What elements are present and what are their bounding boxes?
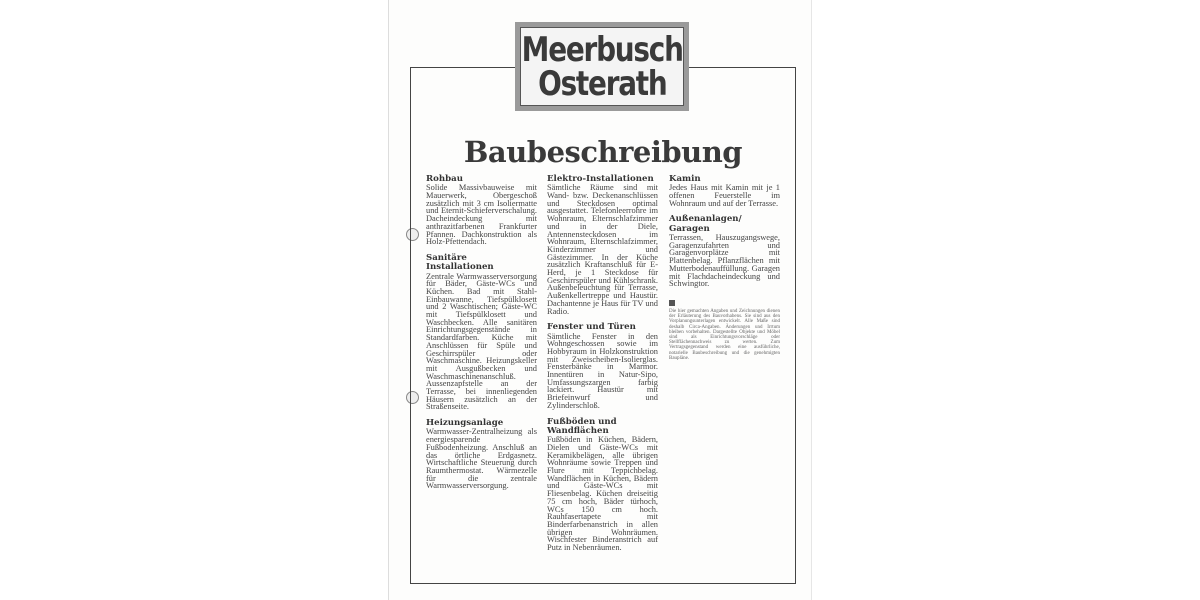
section-heading: Kamin (669, 174, 701, 184)
logo-line-2: Osterath (537, 63, 667, 104)
disclaimer (669, 300, 780, 361)
section-text: Sämtliche Fenster in den Wohngeschossen sowie im Hobbyraum in Holzkonstruktion mit Zweischeiben-Isolierglas. Fensterbänke in Marmor. Innentüren in Natur-Sipo, Umfassungszargen farbig lackiert. Haustür mit Briefeinwurf und Zylinderschloß. (547, 331, 658, 410)
section-text: Solide Massivbauweise mit Mauerwerk, Obergeschoß zusätzlich mit 3 cm Isoliermatte und Eternit-Schieferverschalung. Dacheindeckung mit anthrazitfarbenen Frankfurter Pfannen. Dachkonstruktion als Holz-Pfettendach. (426, 183, 537, 247)
section-text: Jedes Haus mit Kamin mit je 1 offenen Feuerstelle im Wohnraum und auf der Terrasse. (669, 183, 780, 208)
column-1 (426, 175, 537, 498)
section-heading: Sanitäre Installationen (426, 252, 494, 273)
section-heading: Heizungsanlage (426, 418, 504, 429)
square-bullet-icon (669, 300, 675, 306)
section-text: Fußböden in Küchen, Bädern, Dielen und Gäste-WCs mit Keramikbelägen, alle übrigen Wohnräume sowie Treppen und Flure mit Teppichbelag. Wandflächen in Küchen, Bädern und Gäste-WCs mit Fliesenbelag. Küchen dreiseitig 75 cm hoch, Bäder türhoch, WCs 150 cm hoch. Rauhfasertapete mit Binderfarbenanstrich in allen übrigen Wohnräumen. Wischfester Binderanstrich auf Putz in Nebenräumen. (547, 435, 658, 553)
section-heading: Rohbau (426, 174, 463, 184)
section-text: Warmwasser-Zentralheizung als energiesparende Fußbodenheizung. Anschluß an das örtliche Erdgasnetz. Wirtschaftliche Steuerung durch Raumthermostat. Wärmezelle für die zentrale Warmwasserversorgung. (426, 427, 537, 491)
logo-line-1: Meerbusch (521, 29, 683, 70)
section-text: Terrassen, Hauszugangswege, Garagenzufahrten und Garagenvorplätze mit Plattenbelag. Pflanzflächen mit Mutterbodenauffüllung. Garagen mit Flachdacheindeckung und Schwingtor. (669, 233, 780, 289)
column-3 (669, 175, 780, 369)
disclaimer-text: Die hier gemachten Angaben und Zeichnungen dienen der Erläuterung des Bauvorhabens. Sie sind aus den Vorplanungsunterlagen entwickelt. Alle Maße sind deshalb Circa-Angaben. Änderungen und Irrtum bleiben vorbehalten. Dargestellte Objekte und Möbel sind als Einrichtungsvorschläge oder Stellflächennachweis zu werten. Zum Vertragsgegenstand werden eine ausführliche, notarielle Baubeschreibung und die genehmigten Baupläne. (669, 308, 780, 361)
column-2 (547, 175, 658, 560)
section-text: Sämtliche Räume sind mit Wand- bzw. Deckenanschlüssen und Steckdosen optimal ausgestattet. Telefonleerrohre im Wohnraum, Elternschlafzimmer und in der Diele, Antennensteckdosen im Wohnraum, Elternschlafzimmer, Kinderzimmer und Gästezimmer. In der Küche zusätzlich Kraftanschluß für E-Herd, je 1 Steckdose für Geschirrspüler und Kühlschrank. Außenbeleuchtung für Terrasse, Außenkellertreppe und Haustür. Dachantenne je Haus für TV und Radio. (547, 183, 658, 316)
section-text: Zentrale Warmwasserversorgung für Bäder, Gäste-WCs und Küchen. Bad mit Stahl-Einbauwanne, Tiefspülklosett und 2 Waschtischen; Gäste-WC mit Tiefspülklosett und Waschbecken. Alle sanitären Einrichtungsgegenstände in Standardfarben. Küche mit Anschlüssen für Spüle und Geschirrspüler oder Waschmaschine. Heizungskeller mit Ausgußbecken und Waschmaschinenanschluß. Aussenzapfstelle an der Terrasse, bei innenliegenden Häusern zusätzlich an der Straßenseite. (426, 271, 537, 412)
section-heading: Elektro-Installationen (547, 174, 654, 184)
logo (515, 22, 689, 111)
section-heading: Fenster und Türen (547, 322, 636, 333)
section-heading: Fußböden und Wandflächen (547, 416, 617, 436)
page-title: Baubeschreibung (463, 135, 743, 169)
section-heading: Außenanlagen/ Garagen (669, 214, 742, 234)
